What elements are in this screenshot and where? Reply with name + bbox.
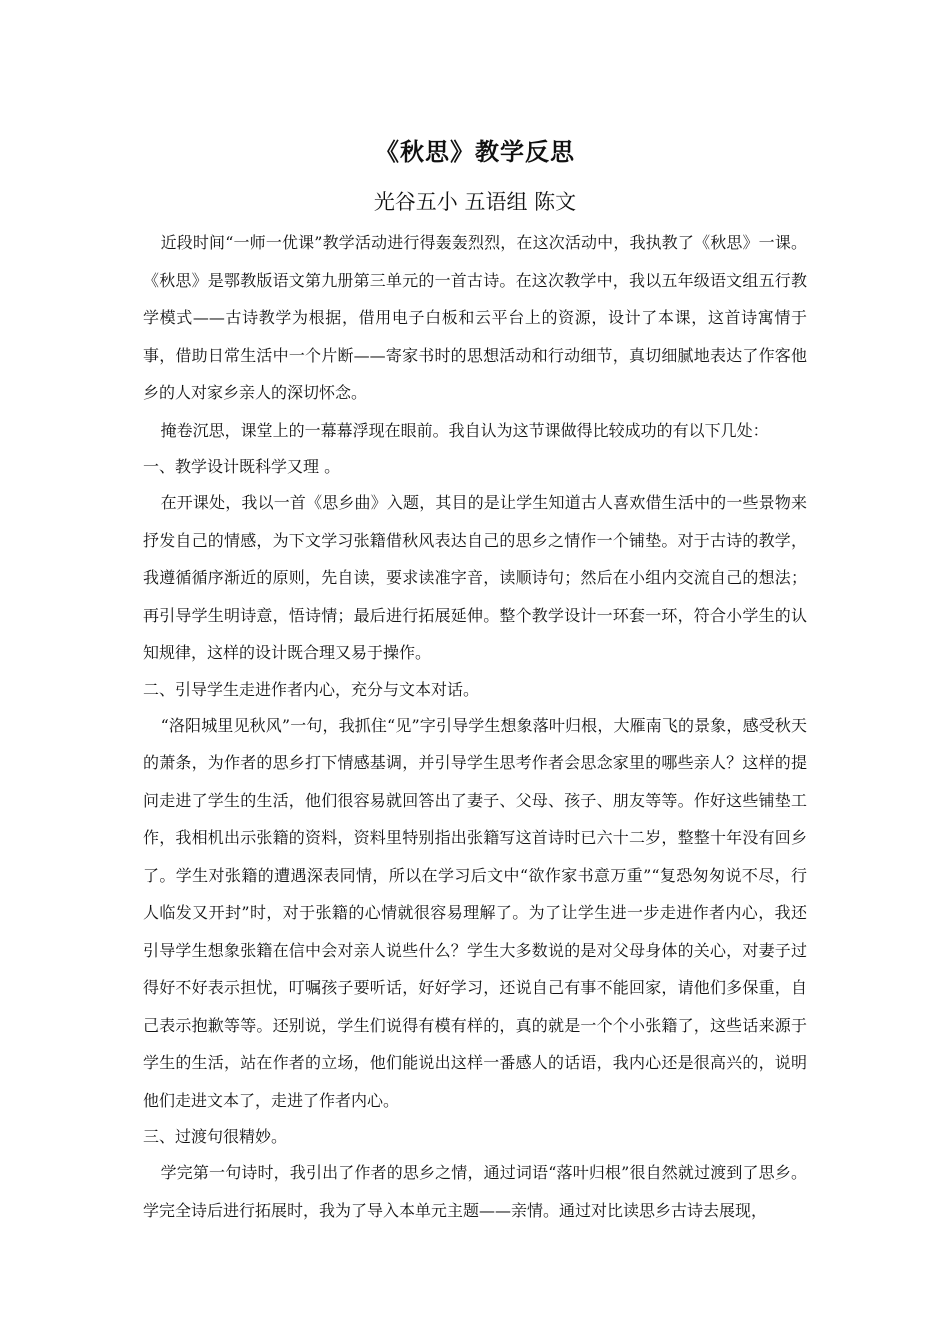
paragraph-reflection: 掩卷沉思，课堂上的一幕幕浮现在眼前。我自认为这节课做得比较成功的有以下几处： bbox=[160, 420, 769, 440]
paragraph-section-1: 在开课处，我以一首《思乡曲》入题，其目的是让学生知道古人喜欢借生活中的一些景物来抒发自己的情感，为下文学习张籍借秋风表达自己的思乡之情作一个铺垫。对于古诗的教学，我遵循循序渐近的原则，先自读，要求读准字音，读顺诗句；然后在小组内交流自己的想法；再引导学生明诗意，悟诗情；最后进行拓展延伸。整个教学设计一环套一环，符合小学生的认知规律，这样的设计既合理又易于操作。 bbox=[143, 493, 807, 662]
paragraph-intro: 近段时间“一师一优课”教学活动进行得轰轰烈烈，在这次活动中，我执教了《秋思》一课。《秋思》是鄂教版语文第九册第三单元的一首古诗。在这次教学中，我以五年级语文组五行教学模式——古诗教学为根据，借用电子白板和云平台上的资源，设计了本课，这首诗寓情于事，借助日常生活中一个片断——寄家书时的思想活动和行动细节，真切细腻地表达了作客他乡的人对家乡亲人的深切怀念。 bbox=[143, 233, 807, 402]
author-line: 光谷五小 五语组 陈文 bbox=[373, 190, 577, 214]
paragraph-section-2: “洛阳城里见秋风”一句，我抓住“见”字引导学生想象落叶归根，大雁南飞的景象，感受秋天的萧条，为作者的思乡打下情感基调，并引导学生思考作者会思念家里的哪些亲人？这样的提问走进了学生的生活，他们很容易就回答出了妻子、父母、孩子、朋友等等。作好这些铺垫工作，我相机出示张籍的资料，资料里特别指出张籍写这首诗时已六十二岁，整整十年没有回乡了。学生对张籍的遭遇深表同情，所以在学习后文中“欲作家书意万重”“复恐匆匆说不尽，行人临发又开封”时，对于张籍的心情就很容易理解了。为了让学生进一步走进作者内心，我还引导学生想象张籍在信中会对亲人说些什么？学生大多数说的是对父母身体的关心，对妻子过得好不好表示担忧，叮嘱孩子要听话，好好学习，还说自己有事不能回家，请他们多保重，自己表示抱歉等等。还别说，学生们说得有模有样的，真的就是一个个小张籍了，这些话来源于学生的生活，站在作者的立场，他们能说出这样一番感人的话语，我内心还是很高兴的，说明他们走进文本了，走进了作者内心。 bbox=[143, 715, 807, 1110]
document-body bbox=[143, 224, 807, 1229]
paragraph-section-3: 学完第一句诗时，我引出了作者的思乡之情，通过词语“落叶归根”很自然就过渡到了思乡。学完全诗后进行拓展时，我为了导入本单元主题——亲情。通过对比读思乡古诗去展现， bbox=[143, 1163, 807, 1220]
section-heading-1: 一、教学设计既科学又理 。 bbox=[143, 457, 341, 476]
section-heading-2: 二、引导学生走进作者内心，充分与文本对话。 bbox=[143, 679, 480, 699]
section-heading-3: 三、过渡句很精妙。 bbox=[143, 1127, 288, 1146]
document-title: 《秋思》教学反思 bbox=[375, 137, 575, 166]
